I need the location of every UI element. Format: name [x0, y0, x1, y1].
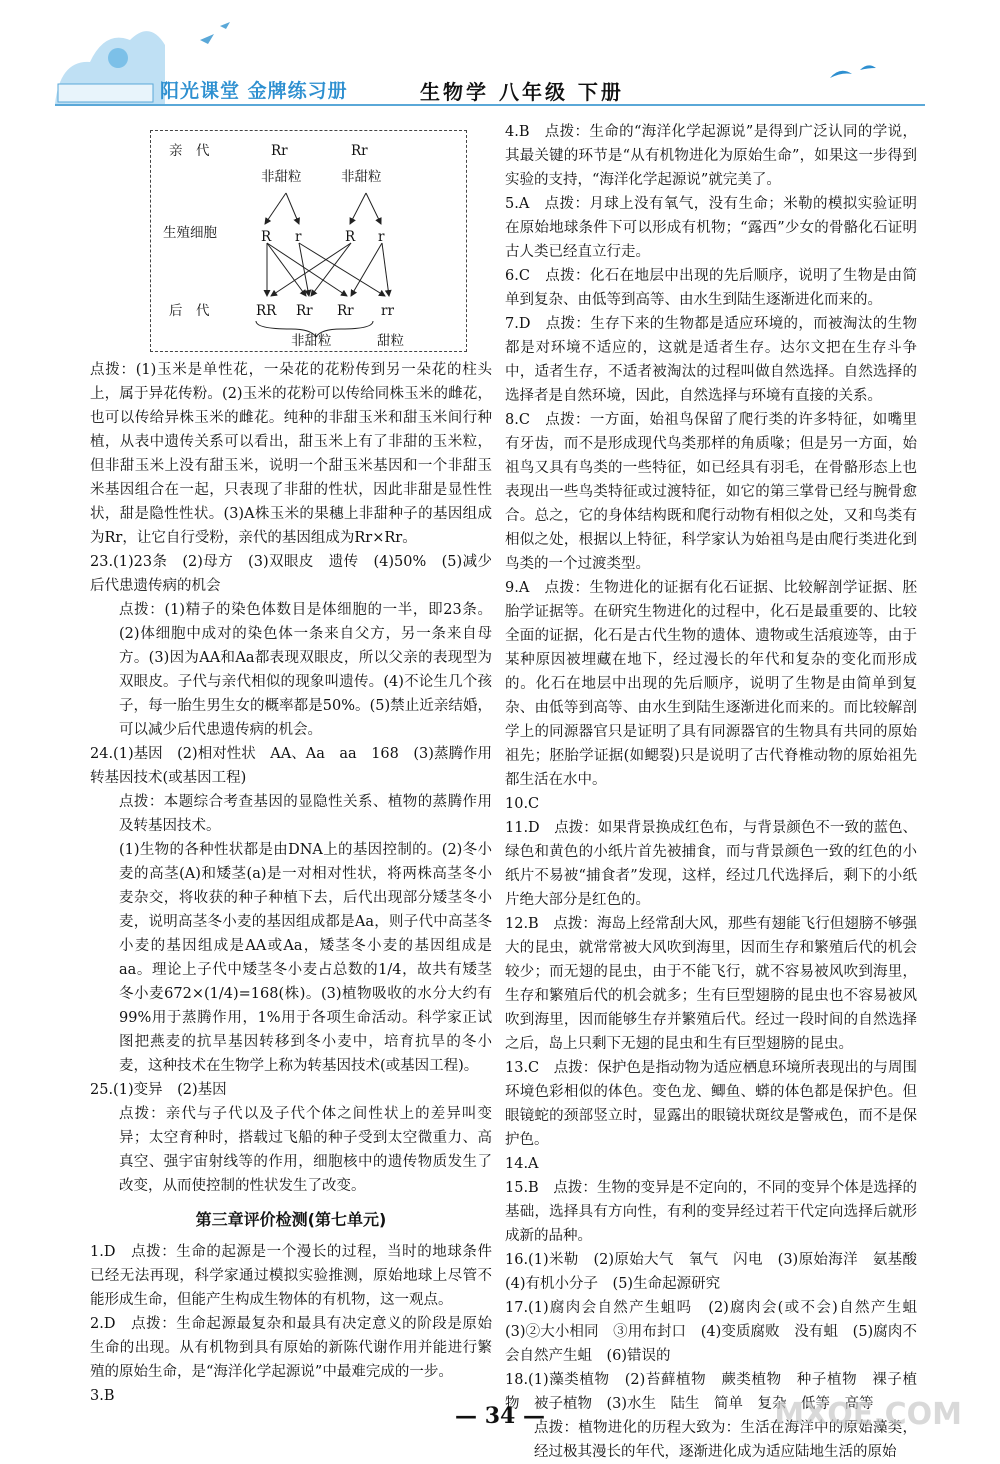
answer-paragraph: 18.(1)藻类植物 (2)苔藓植物 蕨类植物 种子植物 裸子植物 被子植物 (3)水生 陆生 简单 复杂 低等 高等: [505, 1372, 917, 1412]
parent-trait: 非甜粒: [261, 169, 302, 185]
answer-paragraph: 点拨：亲代与子代以及子代个体之间性状上的差异叫变异；太空育种时，搭载过飞船的种子受到太空微重力、高真空、强宇宙射线等的作用，细胞核中的遗传物质发生了改变，从而使控制的性状发生了改变。: [119, 1106, 492, 1194]
brand-title: 阳光课堂 金牌练习册: [160, 80, 348, 102]
answer-paragraph: 5.A 点拨：月球上没有氧气，没有生命；米勒的模拟实验证明在原始地球条件下可以形成有机物；“露西”少女的骨骼化石证明古人类已经直立行走。: [505, 196, 917, 260]
answer-paragraph: 10.C: [505, 796, 540, 812]
offspring-genotype: RR: [256, 303, 277, 319]
section-title: 第三章评价检测(第七单元): [195, 1210, 387, 1229]
answer-paragraph: 3.B: [90, 1388, 115, 1404]
answer-paragraph: 点拨：(1)精子的染色体数目是体细胞的一半，即23条。(2)体细胞中成对的染色体一条来自父方，另一条来自母方。(3)因为AA和Aa都表现双眼皮，所以父亲的表现型为双眼皮。子代与亲代相似的现象叫遗传。(4)不论生几个孩子，每一胎生男生女的概率都是50%。(5)禁止近亲结婚，可以减少后代患遗传病的机会。: [119, 602, 492, 738]
answer-paragraph: 点拨：(1)玉米是单性花，一朵花的花粉传到另一朵花的柱头上，属于异花传粉。(2)玉米的花粉可以传给同株玉米的雌花，也可以传给异株玉米的雌花。纯种的非甜玉米和甜玉米间行种植，从表中遗传关系可以看出，甜玉米上有了非甜的玉米粒，但非甜玉米上没有甜玉米，说明一个甜玉米基因和一个非甜玉米基因组合在一起，只表现了非甜的性状，因此非甜是显性性状，甜是隐性性状。(3)A株玉米的果穗上非甜种子的基因组成为Rr，让它自行受粉，亲代的基因组成为Rr×Rr。: [90, 362, 492, 546]
parent-trait: 非甜粒: [341, 169, 382, 185]
answer-paragraph: 12.B 点拨：海岛上经常刮大风，那些有翅能飞行但翅膀不够强大的昆虫，就常常被大风吹到海里，因而生存和繁殖后代的机会较少；而无翅的昆虫，由于不能飞行，就不容易被风吹到海里，生存和繁殖后代的机会就多；生有巨型翅膀的昆虫也不容易被风吹到海里，因而能够生存并繁殖后代。经过一段时间的自然选择之后，岛上只剩下无翅的昆虫和生有巨型翅膀的昆虫。: [505, 916, 917, 1052]
gamete: r: [378, 229, 385, 245]
offspring-genotype: Rr: [296, 303, 313, 319]
parent-genotype: Rr: [351, 143, 368, 159]
offspring-genotype: rr: [381, 303, 394, 319]
answer-paragraph: 14.A: [505, 1156, 539, 1172]
gamete: R: [345, 229, 356, 245]
answer-paragraph: 7.D 点拨：生存下来的生物都是适应环境的，而被淘汰的生物都是对环境不适应的，这就是适者生存。达尔文把在生存斗争中，适者生存，不适者被淘汰的过程叫做自然选择。自然选择的选择者是自然环境，因此，自然选择与环境有直接的关系。: [505, 316, 917, 404]
answer-paragraph: 9.A 点拨：生物进化的证据有化石证据、比较解剖学证据、胚胎学证据等。在研究生物进化的过程中，化石是最重要的、比较全面的证据，化石是古代生物的遗体、遗物或生活痕迹等，由于某种原因被埋藏在地下，经过漫长的年代和复杂的变化而形成的。化石在地层中出现的先后顺序，说明了生物是由简单到复杂、由低等到高等、由水生到陆生逐渐进化而来的。而比较解剖学上的同源器官只是证明了具有同源器官的生物具有共同的原始祖先；胚胎学证据(如鳃裂)只是说明了古代脊椎动物的原始祖先都生活在水中。: [505, 580, 917, 788]
answer-paragraph: 2.D 点拨：生命起源最复杂和最具有决定意义的阶段是原始生命的出现。从有机物到具有原始的新陈代谢作用并能进行繁殖的原始生命，是“海洋化学起源说”中最难完成的一步。: [90, 1316, 492, 1380]
answer-paragraph: 13.C 点拨：保护色是指动物为适应栖息环境所表现出的与周围环境色彩相似的体色。变色龙、鲫鱼、蟒的体色都是保护色。但眼镜蛇的颈部竖立时，显露出的眼镜状斑纹是警戒色，而不是保护色。: [505, 1060, 917, 1148]
genetic-cross-diagram: [150, 130, 467, 352]
answer-paragraph: (1)生物的各种性状都是由DNA上的基因控制的。(2)冬小麦的高茎(A)和矮茎(a)是一对相对性状，将两株高茎冬小麦杂交，将收获的种子种植下去，后代出现部分矮茎冬小麦，说明高茎冬小麦的基因组成都是Aa，则子代中高茎冬小麦的基因组成是AA或Aa，矮茎冬小麦的基因组成是aa。理论上子代中矮茎冬小麦占总数的1/4，故共有矮茎冬小麦672×(1/4)=168(株)。(3)植物吸收的水分大约有99%用于蒸腾作用，1%用于各项生命活动。科学家正试图把燕麦的抗旱基因转移到冬小麦中，培育抗旱的冬小麦，这种技术在生物学上称为转基因技术(或基因工程)。: [119, 842, 492, 1074]
answer-paragraph: 11.D 点拨：如果背景换成红色布，与背景颜色不一致的蓝色、绿色和黄色的小纸片首先被捕食，而与背景颜色一致的红色的小纸片不易被“捕食者”发现，这样，经过几代选择后，剩下的小纸片绝大部分是红色的。: [505, 820, 917, 908]
answer-paragraph: 1.D 点拨：生命的起源是一个漫长的过程，当时的地球条件已经无法再现，科学家通过模拟实验推测，原始地球上尽管不能形成生命，但能产生构成生物体的有机物，这一观点。: [90, 1244, 492, 1308]
page-header: [0, 0, 1000, 118]
right-column: [505, 120, 932, 1464]
watermark: MXQE.COM: [774, 1397, 962, 1432]
parent-genotype: Rr: [271, 143, 288, 159]
answer-paragraph: 点拨：植物进化的历程大致为：生活在海洋中的原始藻类，经过极其漫长的年代，逐渐进化成为适应陆地生活的原始: [534, 1420, 917, 1460]
answer-paragraph: 25.(1)变异 (2)基因: [90, 1082, 227, 1098]
answer-paragraph: 8.C 点拨：一方面，始祖鸟保留了爬行类的许多特征，如嘴里有牙齿，而不是形成现代鸟类那样的角质喙；但是另一方面，始祖鸟又具有鸟类的一些特征，如已经具有羽毛，在骨骼形态上也表现出一些鸟类特征或过渡特征，如它的第三掌骨已经与腕骨愈合。总之，它的身体结构既和爬行动物有相似之处，又和鸟类有相似之处，根据以上特征，科学家认为始祖鸟是由爬行类进化到鸟类的一个过渡类型。: [505, 412, 917, 572]
label-gamete: 生殖细胞: [163, 225, 217, 241]
page-number: — 34 —: [455, 1403, 545, 1429]
subject-title: 生物学 八年级 下册: [420, 80, 624, 104]
answer-paragraph: 15.B 点拨：生物的变异是不定向的，不同的变异个体是选择的基础，选择具有方向性，有利的变异经过若干代定向选择后就形成新的品种。: [505, 1180, 917, 1244]
answer-paragraph: 点拨：本题综合考查基因的显隐性关系、植物的蒸腾作用及转基因技术。: [119, 794, 492, 834]
offspring-genotype: Rr: [337, 303, 354, 319]
answer-paragraph: 6.C 点拨：化石在地层中出现的先后顺序，说明了生物是由简单到复杂、由低等到高等、由水生到陆生逐渐进化而来的。: [505, 268, 917, 308]
answer-paragraph: 23.(1)23条 (2)母方 (3)双眼皮 遗传 (4)50% (5)减少后代患遗传病的机会: [90, 554, 492, 594]
label-parent: 亲 代: [169, 143, 210, 159]
label-offspring: 后 代: [169, 303, 210, 319]
answer-paragraph: 24.(1)基因 (2)相对性状 AA、Aa aa 168 (3)蒸腾作用 转基因技术(或基因工程): [90, 746, 507, 786]
answer-paragraph: 16.(1)米勒 (2)原始大气 氧气 闪电 (3)原始海洋 氨基酸 (4)有机小分子 (5)生命起源研究: [505, 1252, 932, 1292]
answer-paragraph: 17.(1)腐肉会自然产生蛆吗 (2)腐肉会(或不会)自然产生蛆 (3)②大小相同 ③用布封口 (4)变质腐败 没有蛆 (5)腐肉不会自然产生蛆 (6)错误的: [505, 1300, 932, 1364]
left-column: [90, 120, 507, 1408]
offspring-trait: 甜粒: [377, 333, 404, 349]
gamete: R: [261, 229, 272, 245]
offspring-trait: 非甜粒: [291, 333, 332, 349]
gamete: r: [295, 229, 302, 245]
answer-paragraph: 4.B 点拨：生命的“海洋化学起源说”是得到广泛认同的学说，其最关键的环节是“从有机物进化为原始生命”，如果这一步得到实验的支持，“海洋化学起源说”就完美了。: [505, 124, 917, 188]
